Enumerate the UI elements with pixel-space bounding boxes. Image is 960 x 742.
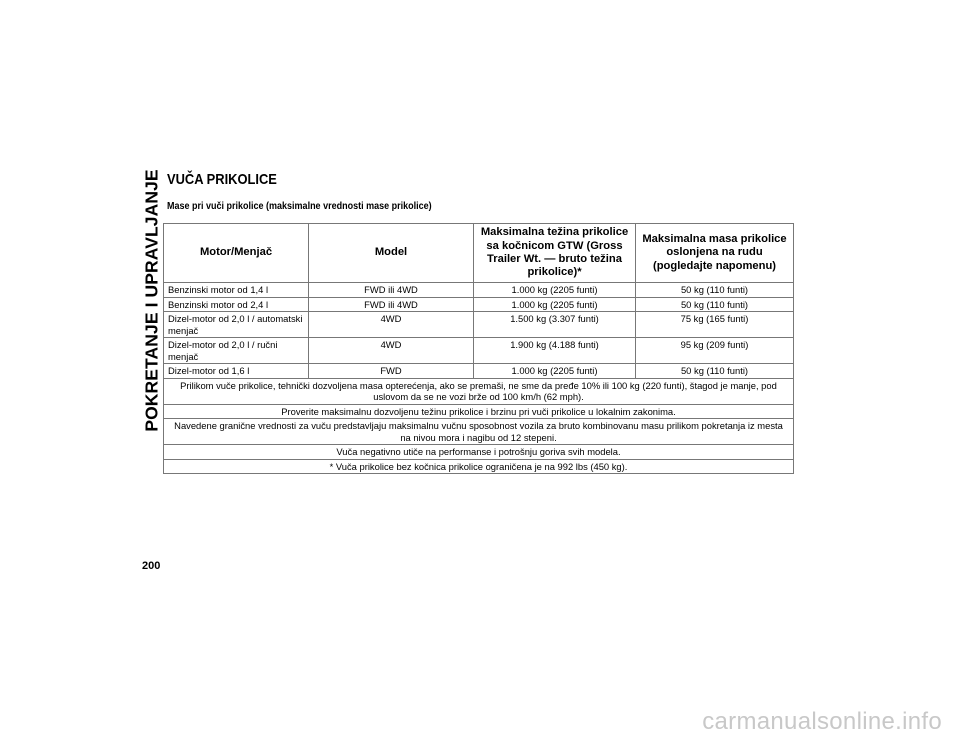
table-row xyxy=(164,312,794,338)
cell-engine: Dizel-motor od 2,0 l / automatski menjač xyxy=(164,312,309,338)
chapter-side-tab-label: POKRETANJE I UPRAVLJANJE xyxy=(141,168,162,432)
cell-model: FWD xyxy=(309,364,474,379)
table-row xyxy=(164,338,794,364)
header-max-tongue-weight: Maksimalna masa prikolice oslonjena na rudu (pogledajte napomenu) xyxy=(636,224,794,283)
cell-model: 4WD xyxy=(309,312,474,338)
cell-model: FWD ili 4WD xyxy=(309,283,474,298)
note-towing-limits: Navedene granične vrednosti za vuču predstavljaju maksimalnu vučnu sposobnost vozila za bruto kombinovanu masu prilikom pokretanja iz mesta na nivou mora i nagibu od 12 stepeni. xyxy=(164,419,794,445)
header-engine-transmission: Motor/Menjač xyxy=(164,224,309,283)
table-row xyxy=(164,297,794,312)
page-number: 200 xyxy=(142,560,161,572)
chapter-side-tab xyxy=(140,168,164,432)
cell-engine: Benzinski motor od 1,4 l xyxy=(164,283,309,298)
cell-trailer-weight: 1.900 kg (4.188 funti) xyxy=(474,338,636,364)
cell-engine: Dizel-motor od 2,0 l / ručni menjač xyxy=(164,338,309,364)
towing-weights-table xyxy=(163,223,794,474)
cell-tongue-weight: 50 kg (110 funti) xyxy=(636,297,794,312)
note-unbraked-trailer: * Vuča prikolice bez kočnica prikolice ograničena je na 992 lbs (450 kg). xyxy=(164,459,794,474)
table-note-row xyxy=(164,445,794,460)
cell-model: 4WD xyxy=(309,338,474,364)
table-header-row xyxy=(164,224,794,283)
table-note-row xyxy=(164,419,794,445)
cell-trailer-weight: 1.500 kg (3.307 funti) xyxy=(474,312,636,338)
cell-engine: Benzinski motor od 2,4 l xyxy=(164,297,309,312)
table-note-row xyxy=(164,404,794,419)
table-row xyxy=(164,364,794,379)
header-max-braked-trailer-weight: Maksimalna težina prikolice sa kočnicom GTW (Gross Trailer Wt. — bruto težina prikolice)* xyxy=(474,224,636,283)
table-row xyxy=(164,283,794,298)
cell-trailer-weight: 1.000 kg (2205 funti) xyxy=(474,364,636,379)
cell-model: FWD ili 4WD xyxy=(309,297,474,312)
cell-trailer-weight: 1.000 kg (2205 funti) xyxy=(474,283,636,298)
cell-tongue-weight: 95 kg (209 funti) xyxy=(636,338,794,364)
note-performance: Vuča negativno utiče na performanse i potrošnju goriva svih modela. xyxy=(164,445,794,460)
note-local-laws: Proverite maksimalnu dozvoljenu težinu prikolice i brzinu pri vuči prikolice u lokalnim zakonima. xyxy=(164,404,794,419)
watermark: carmanualsonline.info xyxy=(702,708,942,735)
table-caption: Mase pri vuči prikolice (maksimalne vrednosti mase prikolice) xyxy=(167,201,432,212)
table-note-row xyxy=(164,378,794,404)
note-speed-limit: Prilikom vuče prikolice, tehnički dozvoljena masa opterećenja, ako se premaši, ne sme da pređe 10% ili 100 kg (220 funti), štagod je manje, pod uslovom da se ne vozi brže od 100 km/h (62 mph). xyxy=(164,378,794,404)
table-note-row xyxy=(164,459,794,474)
cell-trailer-weight: 1.000 kg (2205 funti) xyxy=(474,297,636,312)
cell-tongue-weight: 75 kg (165 funti) xyxy=(636,312,794,338)
header-model: Model xyxy=(309,224,474,283)
section-title: VUČA PRIKOLICE xyxy=(167,171,277,188)
cell-tongue-weight: 50 kg (110 funti) xyxy=(636,364,794,379)
cell-engine: Dizel-motor od 1,6 l xyxy=(164,364,309,379)
cell-tongue-weight: 50 kg (110 funti) xyxy=(636,283,794,298)
